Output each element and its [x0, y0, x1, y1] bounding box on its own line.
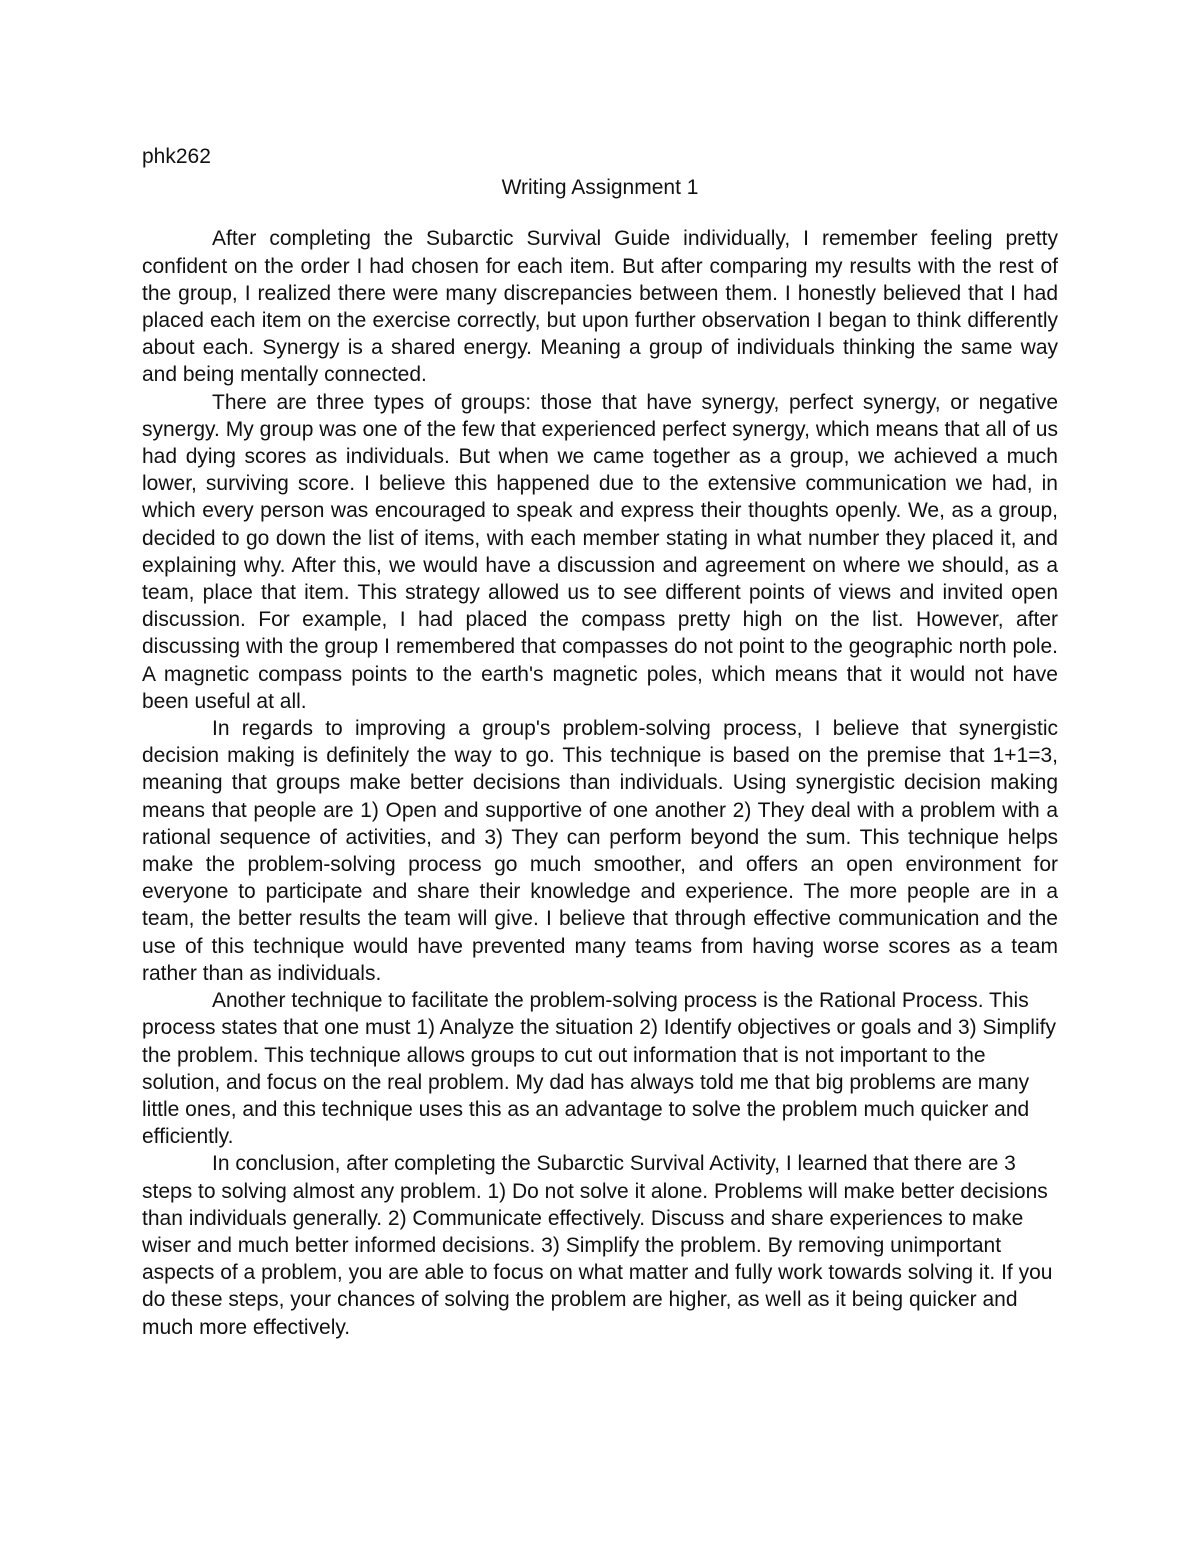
document-body [142, 143, 1058, 1341]
paragraph-1: After completing the Subarctic Survival Guide individually, I remember feeling pretty confident on the order I had chosen for each item. But after comparing my results with the rest of the group, I realized there were many discrepancies between them. I honestly believed that I had placed each item on the exercise correctly, but upon further observation I began to think differently about each. Synergy is a shared energy. Meaning a group of individuals thinking the same way and being mentally connected. [142, 227, 1058, 387]
author-id: phk262 [142, 145, 211, 168]
document-title: Writing Assignment 1 [501, 176, 699, 200]
paragraph-2: There are three types of groups: those that have synergy, perfect synergy, or negative synergy. My group was one of the few that experienced perfect synergy, which means that all of us had dying scores as individuals. But when we came together as a group, we achieved a much lower, surviving score. I believe this happened due to the extensive communication we had, in which every person was encouraged to speak and express their thoughts openly. We, as a group, decided to go down the list of items, with each member stating in what number they placed it, and explaining why. After this, we would have a discussion and agreement on where we should, as a team, place that item. This strategy allowed us to see different points of views and invited open discussion. For example, I had placed the compass pretty high on the list. However, after discussing with the group I remembered that compasses do not point to the geographic north pole. A magnetic compass points to the earth's magnetic poles, which means that it would not have been useful at all. [142, 390, 1058, 713]
paragraph-4: Another technique to facilitate the problem-solving process is the Rational Process. This process states that one must 1) Analyze the situation 2) Identify objectives or goals and 3) Simplify the problem. This technique allows groups to cut out information that is not important to the solution, and focus on the real problem. My dad has always told me that big problems are many little ones, and this technique uses this as an advantage to solve the problem much quicker and efficiently. [142, 989, 1056, 1149]
paragraph-5: In conclusion, after completing the Subarctic Survival Activity, I learned that there are 3 steps to solving almost any problem. 1) Do not solve it alone. Problems will make better decisions than individuals generally. 2) Communicate effectively. Discuss and share experiences to make wiser and much better informed decisions. 3) Simplify the problem. By removing unimportant aspects of a problem, you are able to focus on what matter and fully work towards solving it. If you do these steps, your chances of solving the problem are higher, as well as it being quicker and much more effectively. [142, 1152, 1053, 1339]
paragraph-3: In regards to improving a group's problem-solving process, I believe that synergistic decision making is definitely the way to go. This technique is based on the premise that 1+1=3, meaning that groups make better decisions than individuals. Using synergistic decision making means that people are 1) Open and supportive of one another 2) They deal with a problem with a rational sequence of activities, and 3) They can perform beyond the sum. This technique helps make the problem-solving process go much smoother, and offers an open environment for everyone to participate and share their knowledge and experience. The more people are in a team, the better results the team will give. I believe that through effective communication and the use of this technique would have prevented many teams from having worse scores as a team rather than as individuals. [142, 717, 1058, 985]
